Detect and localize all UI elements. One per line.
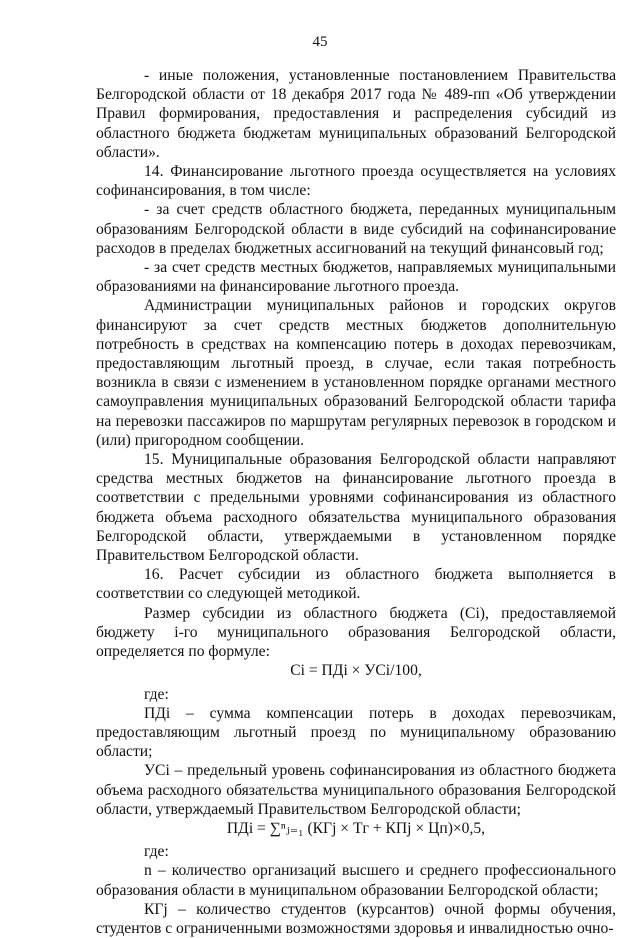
definition: УСi – предельный уровень софинансирования из областного бюджета объема расходного обязательства муниципального образования Белгородской области, утверждаемый Правительством Белгородской области; — [96, 762, 616, 818]
paragraph: - за счет средств местных бюджетов, направляемых муниципальными образованиями на финансирование льготного проезда. — [96, 259, 616, 296]
definition: n – количество организаций высшего и среднего профессионального образования области в муниципальном образовании Белгородской области; — [96, 862, 616, 899]
paragraph: Администрации муниципальных районов и городских округов финансируют за счет средств местных бюджетов дополнительную потребность в средствах на компенсацию потерь в доходах перевозчикам, предоставляющим льготный проезд, в случае, если такая потребность возникла в связи с изменением в установленном порядке органами местного самоуправления муниципальных образований Белгородской области тарифа на перевозки пассажиров по маршрутам регулярных перевозок в городском и (или) пригородном сообщении. — [96, 297, 616, 449]
where-label: где: — [144, 685, 169, 703]
paragraph: - за счет средств областного бюджета, переданных муниципальным образованиям Белгородской области в виде субсидий на софинансирование расходов в пределах бюджетных ассигнований на текущий финансовый год; — [96, 201, 616, 257]
document-body — [96, 66, 616, 938]
paragraph: 16. Расчет субсидии из областного бюджета выполняется в соответствии со следующей методикой. — [96, 566, 616, 603]
formula-compensation: ПДi = ∑ⁿⱼ₌₁ (КГj × Тг + КПj × Цп)×0,5, — [226, 819, 486, 837]
where-label: где: — [144, 843, 169, 861]
paragraph: Размер субсидии из областного бюджета (Ci), предоставляемой бюджету i-го муниципального образования Белгородской области, определяется по формуле: — [96, 604, 616, 661]
definition: КГj – количество студентов (курсантов) очной формы обучения, студентов с ограниченными возможностями здоровья и инвалидностью очно- — [96, 900, 616, 937]
paragraph: 15. Муниципальные образования Белгородской области направляют средства местных бюджетов на финансирование льготного проезда в соответствии с предельными уровнями софинансирования из областного бюджета объема расходного обязательства муниципального образования Белгородской области, утверждаемыми в установленном порядке Правительством Белгородской области. — [96, 451, 616, 565]
paragraph: 14. Финансирование льготного проезда осуществляется на условиях софинансирования, в том числе: — [96, 163, 616, 200]
paragraph: - иные положения, установленные постановлением Правительства Белгородской области от 18 декабря 2017 года № 489-пп «Об утверждении Правил формирования, предоставления и распределения субсидий из областного бюджета бюджетам муниципальных образований Белгородской области». — [96, 67, 616, 161]
formula-subsidy: Ci = ПДi × УСi/100, — [290, 662, 422, 680]
page-number: 45 — [312, 34, 328, 50]
definition: ПДi – сумма компенсации потерь в доходах перевозчикам, предоставляющим льготный проезд по муниципальному образованию области; — [96, 704, 616, 761]
